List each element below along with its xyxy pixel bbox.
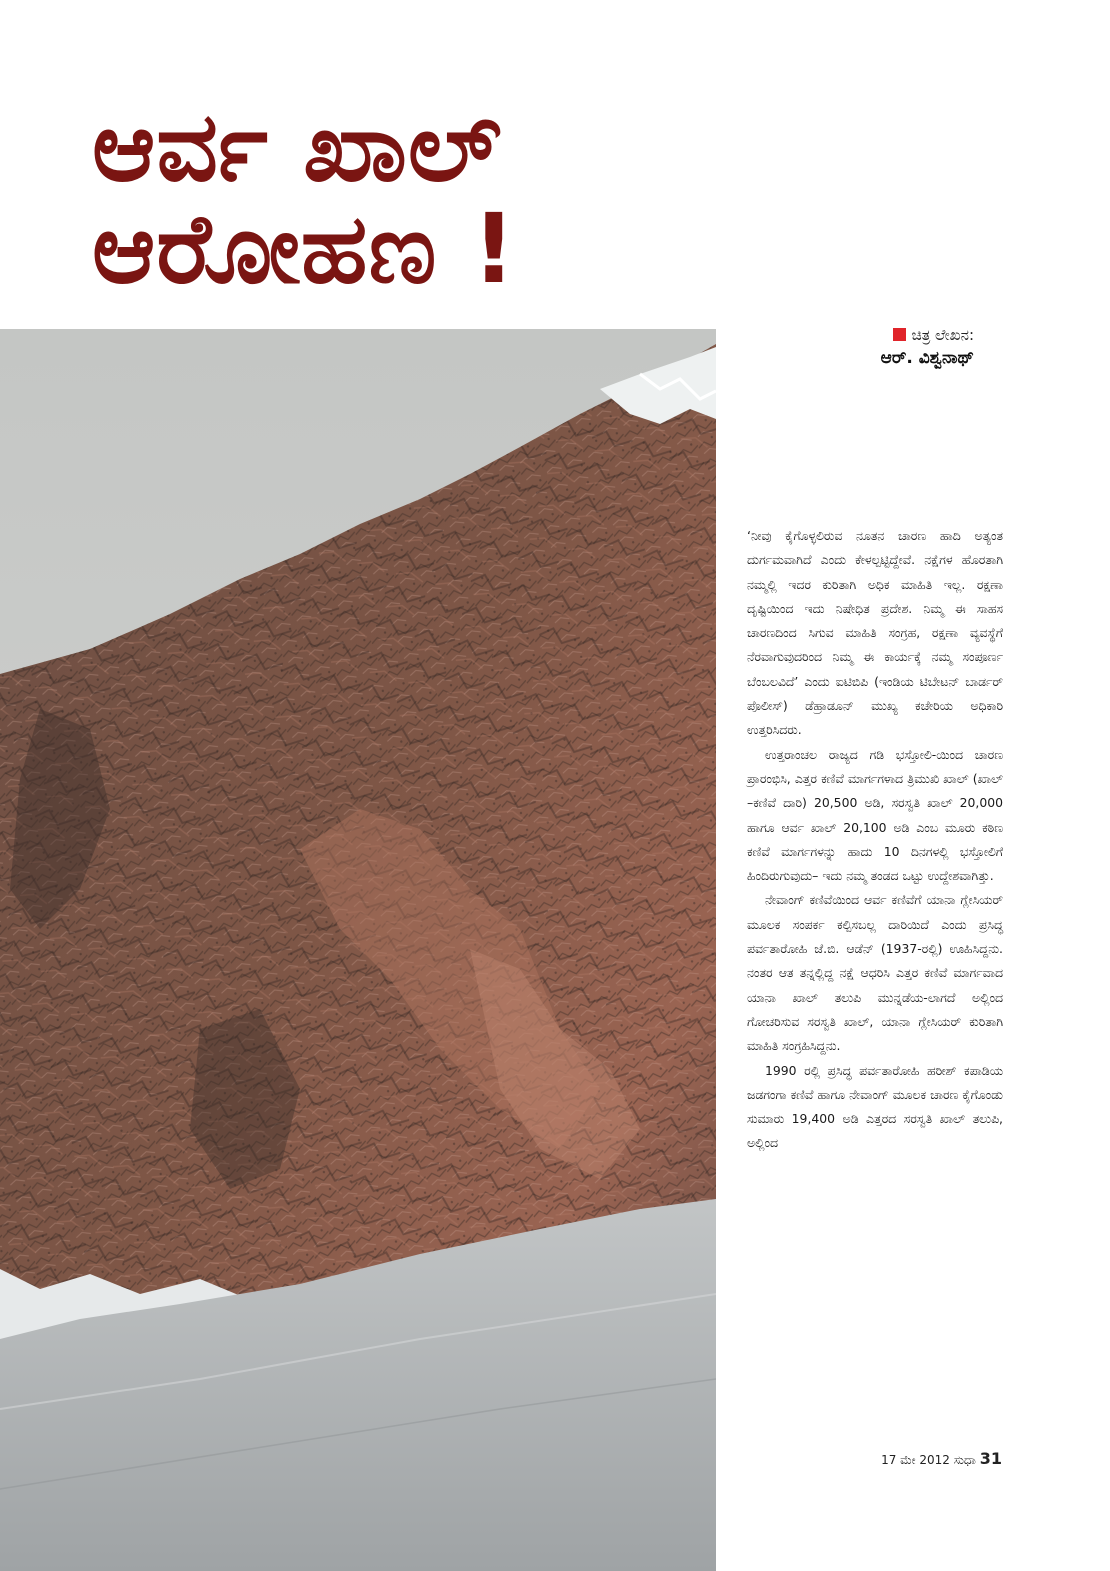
article-paragraph-3: ನೇವಾಂಗ್ ಕಣಿವೆಯಿಂದ ಆರ್ವ ಕಣಿವೆಗೆ ಯಾನಾ ಗ್ಲೇಸಿಯರ್ ಮೂಲಕ ಸಂಪರ್ಕ ಕಲ್ಪಿಸಬಲ್ಲ ದಾರಿಯಿದೆ ಎಂದು ಪ್ರಸಿದ್ಧ ಪರ್ವತಾರೋಹಿ ಜೆ.ಬಿ. ಆಡೆನ್ (1937-ರಲ್ಲಿ) ಊಹಿಸಿದ್ದನು. ನಂತರ ಆತ ತನ್ನಲ್ಲಿದ್ದ ನಕ್ಷೆ ಆಧರಿಸಿ ಎತ್ತರ ಕಣಿವೆ ಮಾರ್ಗವಾದ ಯಾನಾ ಖಾಲ್ ತಲುಪಿ ಮುನ್ನಡೆಯ-ಲಾಗದೆ ಅಲ್ಲಿಂದ ಗೋಚರಿಸುವ ಸರಸ್ವತಿ ಖಾಲ್, ಯಾನಾ ಗ್ಲೇಸಿಯರ್ ಕುರಿತಾಗಿ ಮಾಹಿತಿ ಸಂಗ್ರಹಿಸಿದ್ದನು. <box>747 892 1003 1054</box>
mountain-photo-image <box>0 329 716 1571</box>
article-body <box>747 524 1003 1156</box>
byline <box>760 324 974 370</box>
article-paragraph-2: ಉತ್ತರಾಂಚಲ ರಾಜ್ಯದ ಗಡಿ ಭಸ್ತೋಲಿ-ಯಿಂದ ಚಾರಣ ಪ್ರಾರಂಭಿಸಿ, ಎತ್ತರ ಕಣಿವೆ ಮಾರ್ಗಗಳಾದ ತ್ರಿಮುಖಿ ಖಾಲ್ (ಖಾಲ್ –ಕಣಿವೆ ದಾರಿ) 20,500 ಅಡಿ, ಸರಸ್ವತಿ ಖಾಲ್ 20,000 ಹಾಗೂ ಆರ್ವ ಖಾಲ್ 20,100 ಅಡಿ ಎಂಬ ಮೂರು ಕಠಿಣ ಕಣಿವೆ ಮಾರ್ಗಗಳನ್ನು ಹಾದು 10 ದಿನಗಳಲ್ಲಿ ಭಸ್ತೋಲಿಗೆ ಹಿಂದಿರುಗುವುದು– ಇದು ನಮ್ಮ ತಂಡದ ಒಟ್ಟು ಉದ್ದೇಶವಾಗಿತ್ತು. <box>747 746 1003 884</box>
byline-author: ಆರ್. ವಿಶ್ವನಾಥ್ <box>880 348 974 368</box>
folio-magazine: ಸುಧಾ <box>953 1453 976 1467</box>
folio-date: 17 ಮೇ 2012 <box>881 1453 950 1467</box>
folio-page-number: 31 <box>979 1449 1002 1468</box>
article-paragraph-4: 1990 ರಲ್ಲಿ ಪ್ರಸಿದ್ಧ ಪರ್ವತಾರೋಹಿ ಹರೀಶ್ ಕಪಾಡಿಯ ಜಡಗಂಗಾ ಕಣಿವೆ ಹಾಗೂ ನೇವಾಂಗ್ ಮೂಲಕ ಚಾರಣ ಕೈಗೊಂಡು ಸುಮಾರು 19,400 ಅಡಿ ಎತ್ತರದ ಸರಸ್ವತಿ ಖಾಲ್ ತಲುಪಿ, ಅಲ್ಲಿಂದ <box>747 1062 1003 1151</box>
red-square-icon <box>893 328 906 341</box>
mountain-photo <box>0 329 716 1571</box>
article-paragraph-1: ‘ನೀವು ಕೈಗೊಳ್ಳಲಿರುವ ನೂತನ ಚಾರಣ ಹಾದಿ ಅತ್ಯಂತ ದುರ್ಗಮವಾಗಿದೆ ಎಂದು ಕೇಳಲ್ಪಟ್ಟಿದ್ದೇವೆ. ನಕ್ಷೆಗಳ ಹೊರತಾಗಿ ನಮ್ಮಲ್ಲಿ ಇದರ ಕುರಿತಾಗಿ ಅಧಿಕ ಮಾಹಿತಿ ಇಲ್ಲ. ರಕ್ಷಣಾ ದೃಷ್ಟಿಯಿಂದ ಇದು ನಿಷೇಧಿತ ಪ್ರದೇಶ. ನಿಮ್ಮ ಈ ಸಾಹಸ ಚಾರಣದಿಂದ ಸಿಗುವ ಮಾಹಿತಿ ಸಂಗ್ರಹ, ರಕ್ಷಣಾ ವ್ಯವಸ್ಥೆಗೆ ನೆರವಾಗುವುದರಿಂದ ನಿಮ್ಮ ಈ ಕಾರ್ಯಕ್ಕೆ ನಮ್ಮ ಸಂಪೂರ್ಣ ಬೆಂಬಲವಿದೆ’ ಎಂದು ಐಟಿಬಿಪಿ (ಇಂಡಿಯ ಟಿಬೇಟನ್ ಬಾರ್ಡರ್ ಪೊಲೀಸ್) ಡೆಹ್ರಾಡೂನ್ ಮುಖ್ಯ ಕಚೇರಿಯ ಅಧಿಕಾರಿ ಉತ್ತರಿಸಿದರು. <box>747 528 1003 738</box>
headline-line-1: ಆರ್ವ ಖಾಲ್ <box>92 91 503 203</box>
byline-label-row <box>760 324 974 346</box>
page-folio <box>881 1450 1002 1469</box>
byline-label: ಚಿತ್ರ ಲೇಖನ: <box>911 326 974 344</box>
headline <box>92 91 517 305</box>
headline-line-2: ಆರೋಹಣ ! <box>92 193 517 305</box>
